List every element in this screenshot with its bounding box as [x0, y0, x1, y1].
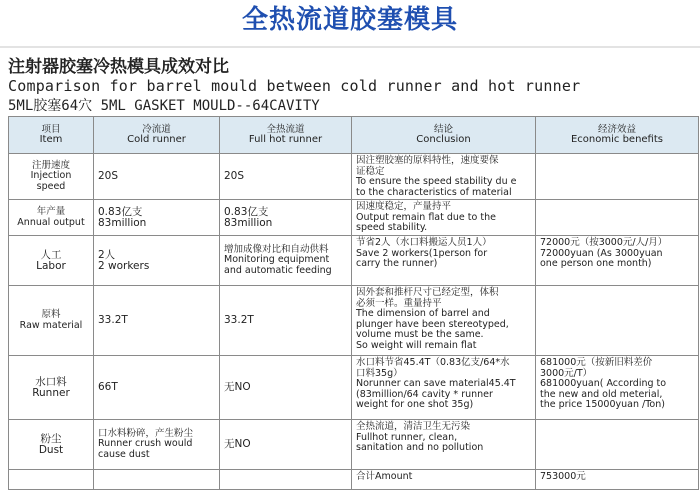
cell-item: [9, 420, 94, 470]
cell-line: 水口料节省45.4T（0.83亿支/64*水: [356, 357, 510, 368]
header-item-en: Item: [39, 134, 63, 145]
cell-line: 无NO: [224, 438, 251, 451]
cell-item: [9, 470, 94, 490]
heading-english: Comparison for barrel mould between cold runner and hot runner: [8, 77, 581, 95]
cell-line: one person one month): [540, 258, 652, 269]
cell-hot: [220, 470, 352, 490]
header-benefits-en: Economic benefits: [570, 134, 663, 145]
cell-line: the new and old meterial,: [540, 388, 663, 400]
cell-cold: [94, 286, 220, 356]
cell-cold: [94, 356, 220, 420]
cell-line: 20S: [224, 170, 245, 183]
total-value: 753000元: [540, 471, 586, 482]
cell-line: 72000yuan (As 3000yuan: [540, 247, 663, 259]
cell-total-value: [536, 470, 699, 490]
table-row: [9, 286, 699, 356]
cell-benefit: [536, 286, 699, 356]
cell-line: Runner crush would: [98, 438, 193, 450]
cell-line: the price 15000yuan /Ton): [540, 399, 665, 410]
table-header-row: [9, 117, 699, 154]
table-row: [9, 236, 699, 286]
cell-conclusion: [352, 420, 536, 470]
cell-benefit: [536, 420, 699, 470]
cell-line: 证稳定: [356, 165, 385, 177]
cell-line: 年产量: [36, 206, 66, 217]
cell-benefit: [536, 154, 699, 200]
cell-line: 口水料粉碎，产生粉尘: [98, 427, 194, 439]
cell-item: [9, 236, 94, 286]
cell-line: Injection: [30, 170, 72, 182]
cell-line: Fullhot runner, clean,: [356, 431, 458, 443]
cell-hot: [220, 236, 352, 286]
cell-line: Save 2 workers(1person for: [356, 247, 488, 259]
cell-conclusion: [352, 154, 536, 200]
header-hot-cn: 全热流道: [266, 123, 305, 135]
cell-line: 原料: [41, 309, 61, 320]
cell-item: [9, 200, 94, 236]
cell-line: 0.83亿支: [224, 206, 269, 218]
cell-line: weight for one shot 35g): [356, 399, 474, 410]
cell-item: [9, 356, 94, 420]
cell-line: Monitoring equipment: [224, 254, 330, 266]
total-label: 合计Amount: [356, 471, 413, 482]
cell-line: volume must be the same.: [356, 329, 484, 340]
cell-line: 人工: [40, 249, 62, 261]
heading-chinese: 注射器胶塞冷热模具成效对比: [8, 57, 229, 77]
banner-title: 全热流道胶塞模具: [241, 5, 458, 35]
cell-cold: [94, 470, 220, 490]
header-hot-en: Full hot runner: [248, 134, 323, 145]
cell-benefit: [536, 200, 699, 236]
cell-benefit: [536, 236, 699, 286]
cell-line: 节省2人（水口料搬运人员1人）: [356, 237, 492, 248]
cell-line: 83million: [224, 216, 273, 229]
cell-line: (83million/64 cavity * runner: [356, 388, 493, 400]
cell-line: 注册速度: [31, 159, 70, 171]
cell-line: and automatic feeding: [224, 264, 332, 276]
cell-line: 20S: [98, 170, 119, 183]
cell-conclusion: [352, 236, 536, 286]
cell-line: Output remain flat due to the: [356, 211, 496, 223]
cell-item: [9, 154, 94, 200]
cell-item: [9, 286, 94, 356]
cell-line: 增加成像对比和自动供料: [224, 243, 329, 255]
cell-line: 口料35g）: [356, 367, 403, 379]
cell-line: Annual output: [17, 216, 85, 228]
header-cold-runner: [94, 117, 220, 154]
header-benefits-cn: 经济效益: [597, 123, 636, 135]
cell-line: sanitation and no pollution: [356, 442, 484, 453]
cell-total-label: [352, 470, 536, 490]
header-item-cn: 项目: [41, 123, 61, 135]
cell-line: 681000元（按新旧料差价: [540, 357, 653, 368]
cell-line: 粉尘: [40, 433, 62, 445]
cell-line: The dimension of barrel and: [356, 308, 490, 319]
header-economic-benefits: [536, 117, 699, 154]
header-cold-en: Cold runner: [127, 134, 186, 145]
cell-line: 水口料: [35, 376, 67, 388]
cell-line: 0.83亿支: [98, 206, 143, 218]
cell-cold: [94, 154, 220, 200]
cell-line: 因注塑胶塞的原料特性，速度要保: [356, 155, 499, 166]
table-row: [9, 356, 699, 420]
cell-line: 66T: [98, 381, 118, 394]
cell-hot: [220, 356, 352, 420]
comparison-table: [8, 116, 699, 490]
cell-line: 33.2T: [224, 314, 254, 327]
cell-conclusion: [352, 200, 536, 236]
cell-line: to the characteristics of material: [356, 186, 512, 198]
cell-benefit: [536, 356, 699, 420]
cell-line: carry the runner): [356, 258, 438, 269]
cell-line: 因外套和推杆尺寸已经定型，体积: [356, 287, 499, 298]
cell-hot: [220, 154, 352, 200]
header-hot-runner: [220, 117, 352, 154]
cell-line: cause dust: [98, 448, 150, 460]
header-item: [9, 117, 94, 154]
header-conclusion-cn: 结论: [433, 123, 453, 135]
cell-line: 3000元/T）: [540, 367, 593, 379]
header-conclusion: [352, 117, 536, 154]
cell-hot: [220, 420, 352, 470]
cell-line: 72000元（按3000元/人/月）: [540, 237, 668, 248]
divider: [0, 46, 700, 48]
cell-cold: [94, 200, 220, 236]
cell-line: speed: [36, 180, 66, 192]
cell-line: So weight will remain flat: [356, 339, 477, 351]
cell-line: 681000yuan( According to: [540, 378, 667, 389]
header-conclusion-en: Conclusion: [416, 134, 471, 145]
cell-line: Runner: [32, 386, 70, 399]
cell-line: 33.2T: [98, 314, 128, 327]
cell-line: To ensure the speed stability du e: [356, 176, 517, 187]
cell-line: 全热流道，清洁卫生无污染: [356, 421, 471, 432]
cell-line: 2 workers: [98, 259, 150, 272]
cell-hot: [220, 286, 352, 356]
cell-line: 83million: [98, 216, 147, 229]
cell-line: 必须一样。重量持平: [356, 297, 442, 309]
cell-line: 2人: [98, 249, 116, 261]
cell-cold: [94, 236, 220, 286]
cell-line: speed stability.: [356, 222, 428, 233]
heading-model: 5ML胶塞64穴 5ML GASKET MOULD--64CAVITY: [8, 98, 320, 114]
header-cold-cn: 冷流道: [142, 123, 171, 135]
cell-hot: [220, 200, 352, 236]
cell-line: Labor: [36, 259, 66, 272]
table-row-total: [9, 470, 699, 490]
cell-line: Dust: [38, 443, 64, 456]
cell-conclusion: [352, 356, 536, 420]
cell-line: 无NO: [224, 381, 251, 394]
cell-line: plunger have been stereotyped,: [356, 318, 509, 330]
cell-line: Norunner can save material45.4T: [356, 378, 516, 389]
cell-line: Raw material: [19, 319, 83, 331]
cell-line: 因速度稳定，产量持平: [356, 201, 452, 212]
cell-conclusion: [352, 286, 536, 356]
cell-cold: [94, 420, 220, 470]
table-row: [9, 420, 699, 470]
table-row: [9, 154, 699, 200]
table-row: [9, 200, 699, 236]
